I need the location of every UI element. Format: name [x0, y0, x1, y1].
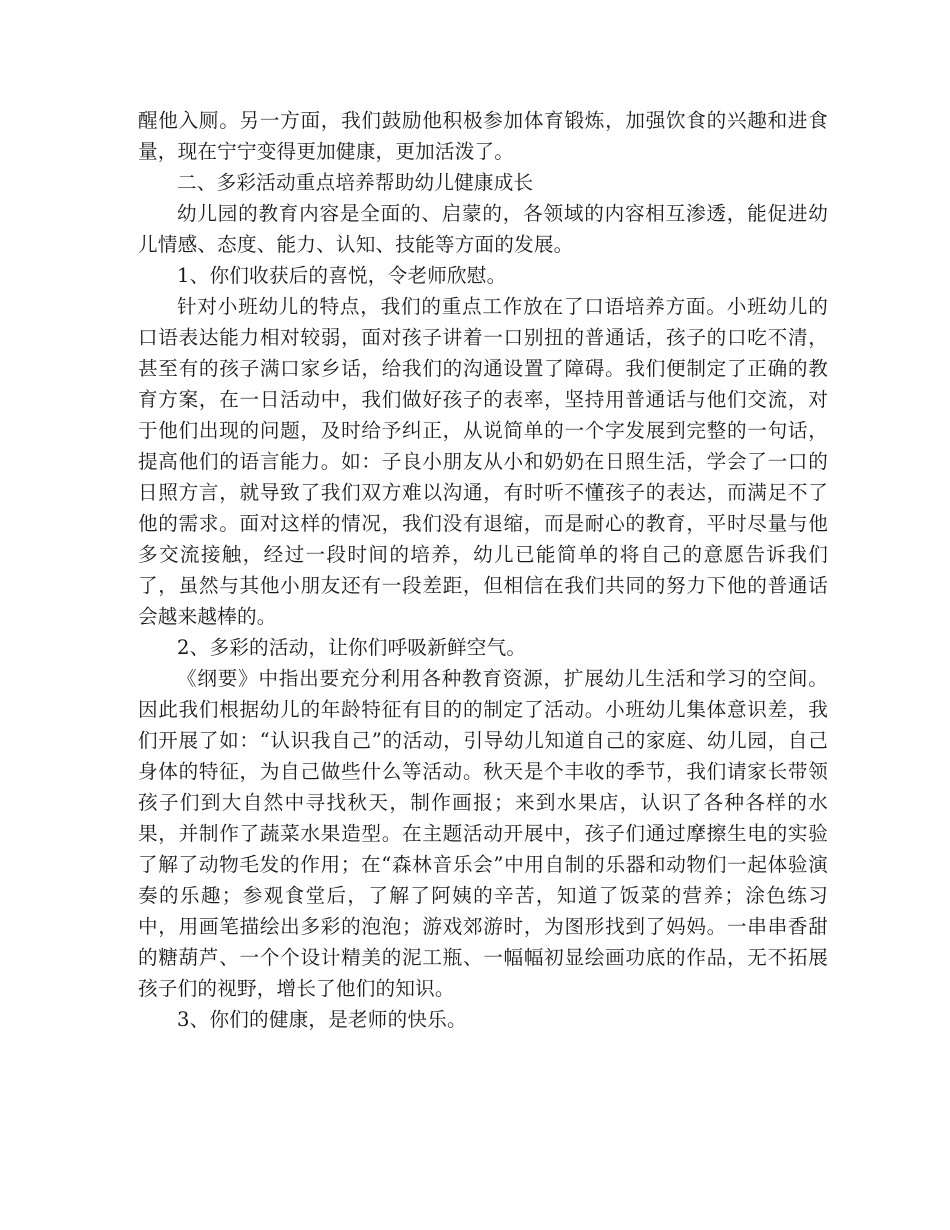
document-body — [138, 105, 828, 1035]
paragraph-intro: 幼儿园的教育内容是全面的、启蒙的，各领域的内容相互渗透，能促进幼儿情感、态度、能力、认知、技能等方面的发展。 — [138, 202, 828, 256]
subheading-1: 1、你们收获后的喜悦，令老师欣慰。 — [177, 264, 507, 287]
subheading-3: 3、你们的健康，是老师的快乐。 — [177, 1008, 467, 1031]
paragraph-activities: 《纲要》中指出要充分利用各种教育资源，扩展幼儿生活和学习的空间。因此我们根据幼儿的年龄特征有目的的制定了活动。小班幼儿集体意识差，我们开展了如：“认识我自己”的活动，引导幼儿知道自己的家庭、幼儿园，自己身体的特征，为自己做些什么等活动。秋天是个丰收的季节，我们请家长带领孩子们到大自然中寻找秋天，制作画报；来到水果店，认识了各种各样的水果，并制作了蔬菜水果造型。在主题活动开展中，孩子们通过摩擦生电的实验了解了动物毛发的作用；在“森林音乐会”中用自制的乐器和动物们一起体验演奏的乐趣；参观食堂后，了解了阿姨的辛苦，知道了饭菜的营养；涂色练习中，用画笔描绘出多彩的泡泡；游戏郊游时，为图形找到了妈妈。一串串香甜的糖葫芦、一个个设计精美的泥工瓶、一幅幅初显绘画功底的作品，无不拓展孩子们的视野，增长了他们的知识。 — [138, 667, 828, 1000]
paragraph-continuation: 醒他入厕。另一方面，我们鼓励他积极参加体育锻炼，加强饮食的兴趣和进食量，现在宁宁变得更加健康，更加活泼了。 — [138, 109, 828, 163]
section-heading-2: 二、多彩活动重点培养帮助幼儿健康成长 — [177, 171, 534, 194]
paragraph-oral-training: 针对小班幼儿的特点，我们的重点工作放在了口语培养方面。小班幼儿的口语表达能力相对较弱，面对孩子讲着一口别扭的普通话，孩子的口吃不清，甚至有的孩子满口家乡话，给我们的沟通设置了障碍。我们便制定了正确的教育方案，在一日活动中，我们做好孩子的表率，坚持用普通话与他们交流，对于他们出现的问题，及时给予纠正，从说简单的一个字发展到完整的一句话，提高他们的语言能力。如：子良小朋友从小和奶奶在日照生活，学会了一口的日照方言，就导致了我们双方难以沟通，有时听不懂孩子的表达，而满足不了他的需求。面对这样的情况，我们没有退缩，而是耐心的教育，平时尽量与他多交流接触，经过一段时间的培养，幼儿已能简单的将自己的意愿告诉我们了，虽然与其他小朋友还有一段差距，但相信在我们共同的努力下他的普通话会越来越棒的。 — [138, 295, 828, 628]
subheading-2: 2、多彩的活动，让你们呼吸新鲜空气。 — [177, 636, 527, 659]
